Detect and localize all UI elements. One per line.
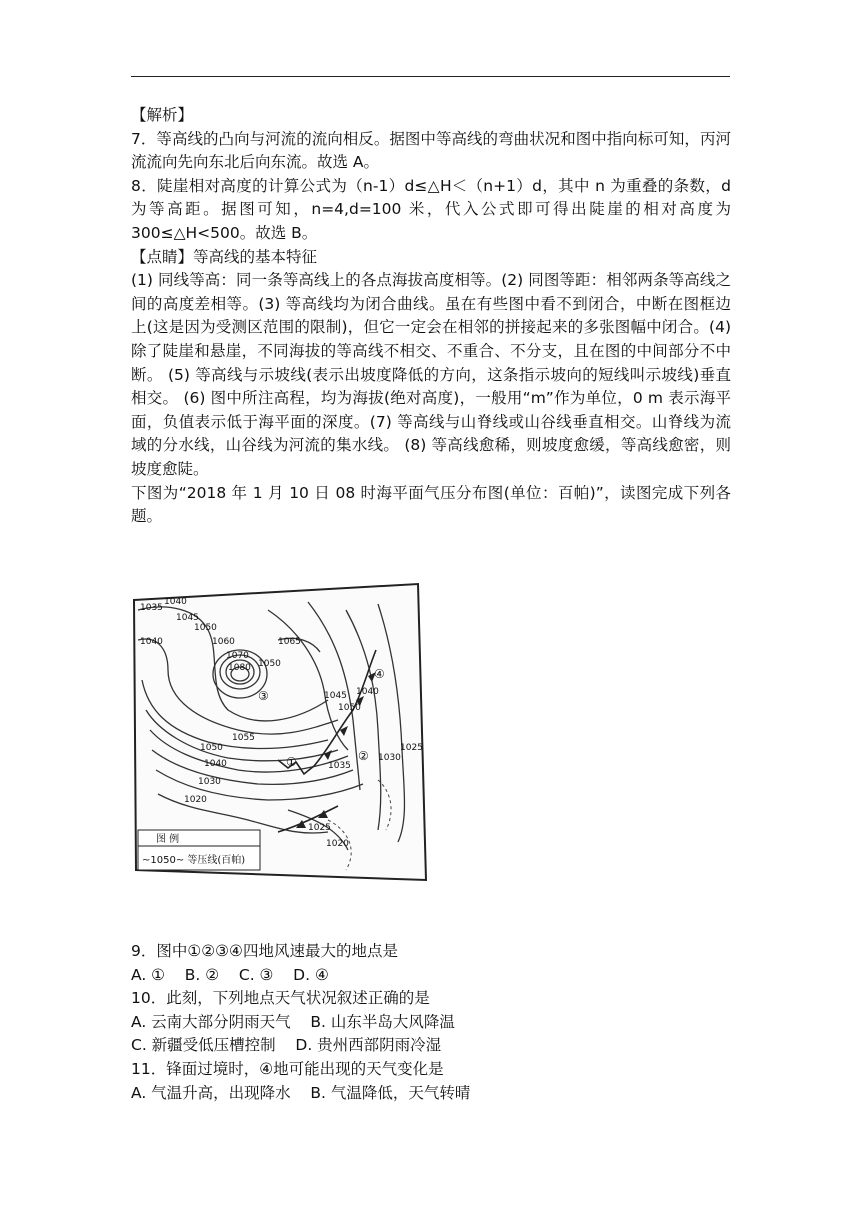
question-11: 11．锋面过境时，④地可能出现的天气变化是 <box>131 1059 444 1078</box>
header-rule <box>131 76 730 77</box>
isobar-label: 1050 <box>194 623 217 633</box>
analysis-header: 【解析】 <box>131 106 194 124</box>
questions-section <box>131 940 731 1105</box>
point-label-2: ② <box>358 749 369 763</box>
isobar-label: 1020 <box>184 795 207 805</box>
isobar-label: 1040 <box>140 637 163 647</box>
isobar-label: 1045 <box>324 691 347 701</box>
point-label-4: ④ <box>374 667 385 681</box>
intro-text: 下图为“2018 年 1 月 10 日 08 时海平面气压分布图(单位：百帕)”，读图完成下列各题。 <box>131 483 731 526</box>
isobar-label: 1020 <box>326 839 349 849</box>
isobar-label: 1080 <box>228 663 251 673</box>
question-9-options: A. ① B. ② C. ③ D. ④ <box>131 965 329 984</box>
question-10: 10．此刻，下列地点天气状况叙述正确的是 <box>131 989 430 1008</box>
tip-header: 【点睛】等高线的基本特征 <box>131 247 318 266</box>
isobar-label: 1055 <box>232 733 255 743</box>
question-9: 9．图中①②③④四地风速最大的地点是 <box>131 942 398 960</box>
point-label-1: ① <box>286 755 297 769</box>
question-10-options-1: A. 云南大部分阴雨天气 B. 山东半岛大风降温 <box>131 1012 455 1031</box>
isobar-label: 1035 <box>140 603 163 613</box>
isobar-label: 1040 <box>204 759 227 769</box>
isobar-label: 1060 <box>212 637 235 647</box>
tip-body: (1) 同线等高：同一条等高线上的各点海拔高度相等。(2) 同图等距：相邻两条等高线之间的高度差相等。(3) 等高线均为闭合曲线。虽在有些图中看不到闭合，中断在图框边上(这是因为受测区范围的限制)，但它一定会在相邻的拼接起来的多张图幅中闭合。(4) 除了陡崖和悬崖，不同海拔的等高线不相交、不重合、不分支，且在图的中间部分不中断。 (5) 等高线与示坡线(表示出坡度降低的方向，这条指示坡向的短线叫示坡线)垂直相交。 (6) 图中所注高程，均为海拔(绝对高度)，一般用“m”作为单位，0 m 表示海平面，负值表示低于海平面的深度。(7) 等高线与山脊线或山谷线垂直相交。山脊线为流域的分水线，山谷线为河流的集水线。 (8) 等高线愈稀，则坡度愈缓，等高线愈密，则坡度愈陡。 <box>131 271 731 478</box>
isobar-label: 1030 <box>198 777 221 787</box>
isobar-label: 1040 <box>164 597 187 607</box>
isobar-label: 1065 <box>278 637 301 647</box>
isobar-label: 1040 <box>356 687 379 697</box>
isobar-label: 1050 <box>338 703 361 713</box>
pressure-map-svg <box>128 580 428 886</box>
isobar-label: 1025 <box>308 823 331 833</box>
isobar-label: 1070 <box>226 651 249 661</box>
isobar-label: 1050 <box>258 659 281 669</box>
isobar-label: 1045 <box>176 613 199 623</box>
isobar-label: 1025 <box>400 743 423 753</box>
analysis-q7: 7．等高线的凸向与河流的流向相反。据图中等高线的弯曲状况和图中指向标可知，丙河流流向先向东北后向东流。故选 A。 <box>131 129 731 172</box>
analysis-q8: 8．陡崖相对高度的计算公式为（n-1）d≤△H＜（n+1）d，其中 n 为重叠的条数，d 为等高距。据图可知，n=4,d=100 米，代入公式即可得出陡崖的相对高度为 300≤△H<500。故选 B。 <box>131 176 731 242</box>
legend-item: ~1050~ 等压线(百帕) <box>142 855 246 866</box>
legend-title: 图 例 <box>156 834 180 845</box>
analysis-section <box>131 104 731 529</box>
pressure-map <box>128 580 428 886</box>
isobar-label: 1035 <box>328 761 351 771</box>
isobar-label: 1030 <box>378 753 401 763</box>
isobar-label: 1050 <box>200 743 223 753</box>
question-11-options: A. 气温升高，出现降水 B. 气温降低，天气转晴 <box>131 1083 471 1102</box>
question-10-options-2: C. 新疆受低压槽控制 D. 贵州西部阴雨冷湿 <box>131 1036 442 1055</box>
point-label-3: ③ <box>258 689 269 703</box>
